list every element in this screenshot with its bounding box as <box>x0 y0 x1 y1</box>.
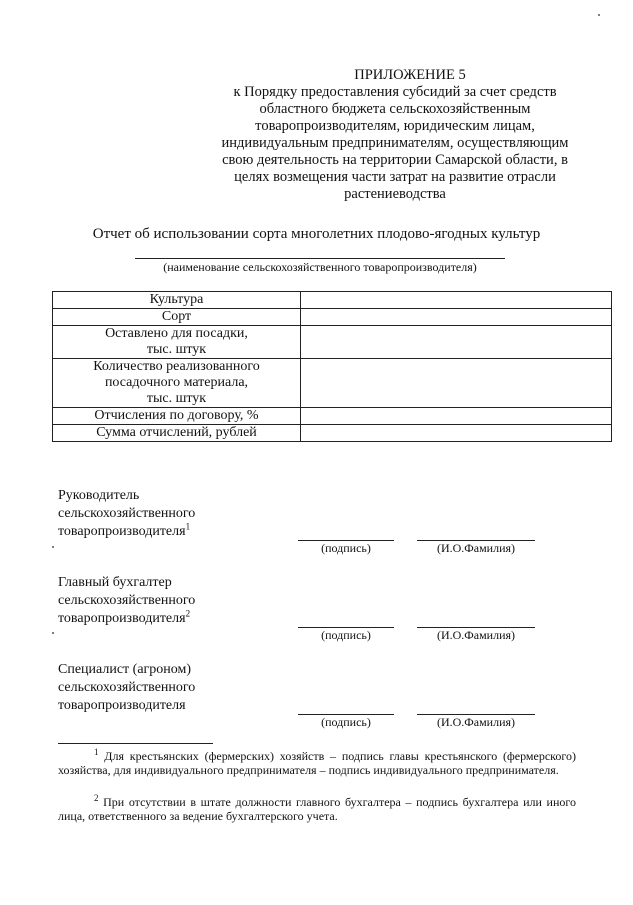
row-value-cell[interactable] <box>301 425 612 442</box>
table-row <box>53 425 612 442</box>
row-value-cell[interactable] <box>301 408 612 425</box>
footnote-2 <box>58 795 576 823</box>
appendix-line: растениеводства <box>344 186 446 202</box>
row-value-cell[interactable] <box>301 326 612 359</box>
table-row <box>53 408 612 425</box>
report-table <box>52 291 612 442</box>
footnote-1 <box>58 749 576 777</box>
signer-title: сельскохозяйственного <box>58 593 196 608</box>
row-label: Сумма отчислений, рублей <box>53 425 301 442</box>
row-label: Культура <box>53 292 301 309</box>
table-row <box>53 309 612 326</box>
footnote-ref: 1 <box>185 521 191 532</box>
signature-block-agronomist <box>58 661 195 715</box>
row-label: Отчисления по договору, % <box>53 408 301 425</box>
signer-title: товаропроизводителя <box>58 611 186 626</box>
footnote-mark: 2 <box>94 793 99 803</box>
appendix-header <box>205 67 585 203</box>
appendix-line: свою деятельность на территории Самарской области, в <box>222 152 568 168</box>
appendix-line: товаропроизводителям, юридическим лицам, <box>255 118 535 134</box>
footnote-separator <box>58 743 213 744</box>
signer-title: сельскохозяйственного <box>58 680 196 695</box>
row-label: Сорт <box>53 309 301 326</box>
name-caption: (И.О.Фамилия) <box>436 715 516 729</box>
signature-caption: (подпись) <box>321 715 371 729</box>
table-row <box>53 326 612 359</box>
row-value-cell[interactable] <box>301 292 612 309</box>
table-row <box>53 292 612 309</box>
scan-speck <box>52 546 54 548</box>
signature-caption: (подпись) <box>321 541 371 555</box>
signature-block-accountant <box>58 574 195 628</box>
table-row <box>53 359 612 408</box>
signer-title: Главный бухгалтер <box>58 575 172 590</box>
appendix-line: индивидуальным предпринимателям, осуществляющим <box>221 135 569 151</box>
footnote-text: Для крестьянских (фермерских) хозяйств – подпись главы крестьянского (фермерского) хозяйства, для индивидуального предпринимателя – подпись индивидуального предпринимателя. <box>58 749 577 777</box>
signer-title: товаропроизводителя <box>58 698 186 713</box>
footnote-ref: 2 <box>185 608 191 619</box>
scan-speck <box>598 14 600 16</box>
signer-title: товаропроизводителя <box>58 524 186 539</box>
row-label: Количество реализованного посадочного материала, тыс. штук <box>53 359 301 408</box>
footnote-mark: 1 <box>94 747 99 757</box>
producer-name-caption: (наименование сельскохозяйственного товаропроизводителя) <box>163 260 477 274</box>
row-value-cell[interactable] <box>301 309 612 326</box>
row-value-cell[interactable] <box>301 359 612 408</box>
appendix-number: ПРИЛОЖЕНИЕ 5 <box>354 67 466 83</box>
producer-name-line[interactable] <box>135 258 505 259</box>
name-caption: (И.О.Фамилия) <box>436 628 516 642</box>
name-caption: (И.О.Фамилия) <box>436 541 516 555</box>
appendix-line: областного бюджета сельскохозяйственным <box>259 101 531 117</box>
signer-title: Руководитель <box>58 488 140 503</box>
scan-speck <box>52 632 54 634</box>
appendix-line: целях возмещения части затрат на развитие отрасли <box>234 169 556 185</box>
row-label: Оставлено для посадки, тыс. штук <box>53 326 301 359</box>
signature-caption: (подпись) <box>321 628 371 642</box>
signature-block-head <box>58 487 195 541</box>
footnote-text: При отсутствии в штате должности главного бухгалтера – подпись бухгалтера или иного лица, ответственного за ведение бухгалтерского учета. <box>58 795 577 823</box>
signer-title: Специалист (агроном) <box>58 662 192 677</box>
report-title: Отчет об использовании сорта многолетних плодово-ягодных культур <box>92 226 541 242</box>
appendix-line: к Порядку предоставления субсидий за счет средств <box>233 84 557 100</box>
signer-title: сельскохозяйственного <box>58 506 196 521</box>
